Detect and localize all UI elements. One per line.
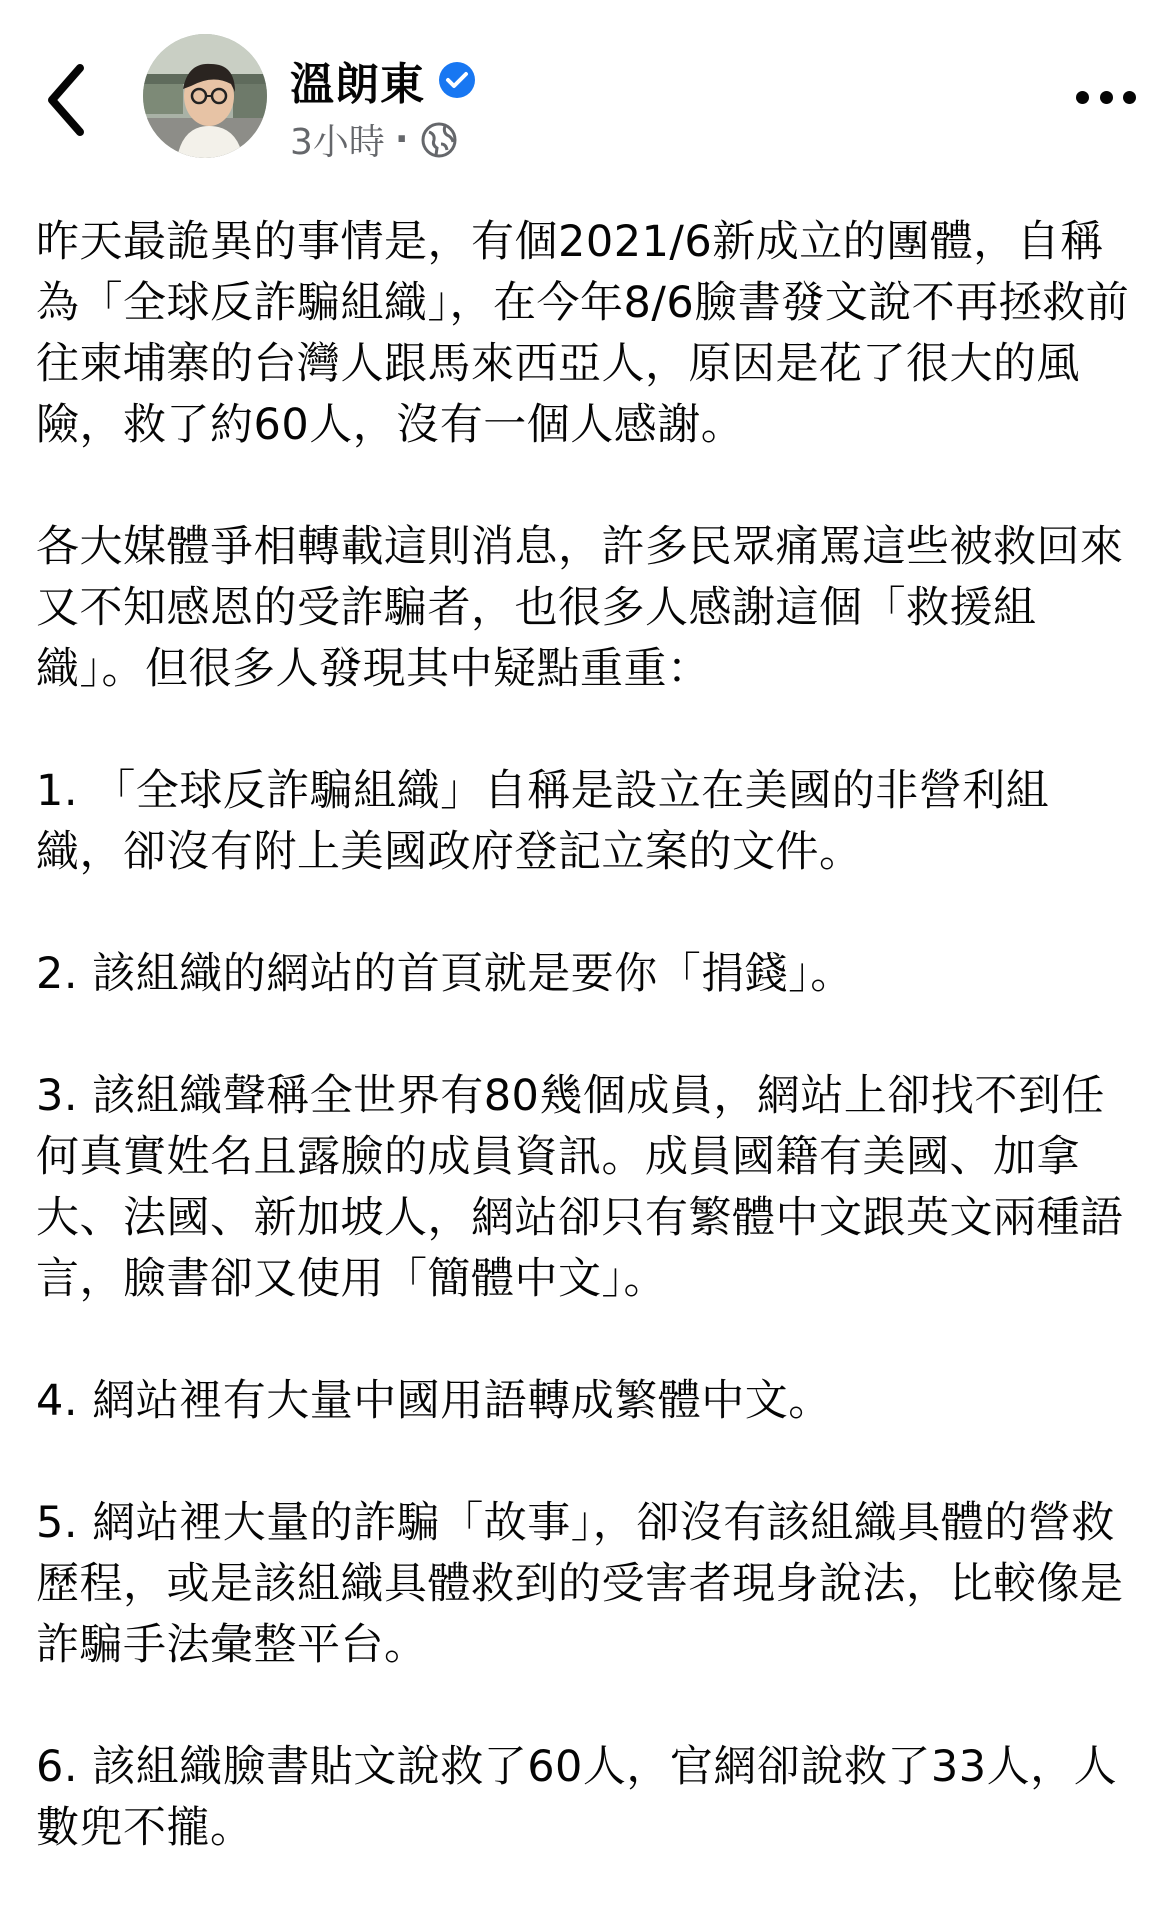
post-paragraph: 2. 該組織的網站的首頁就是要你「捐錢」。 <box>36 949 854 999</box>
post-meta <box>290 114 459 165</box>
post-paragraph: 昨天最詭異的事情是，有個2021/6新成立的團體，自稱為「全球反詐騙組織」，在今年8/6臉書發文說不再拯救前往柬埔寨的台灣人跟馬來西亞人，原因是花了很大的風險，救了約60人，沒有一個人感謝。 <box>36 217 1130 450</box>
more-horizontal-icon-dot <box>1123 91 1136 104</box>
verified-badge-icon <box>437 60 477 100</box>
post-paragraph: 1. 「全球反詐騙組織」自稱是設立在美國的非營利組織，卻沒有附上美國政府登記立案的文件。 <box>36 766 1050 877</box>
back-button[interactable] <box>40 60 100 140</box>
post-body <box>36 212 1136 1920</box>
post-paragraph: 6. 該組織臉書貼文說救了60人，官網卻說救了33人，人數兜不攏。 <box>36 1742 1118 1853</box>
more-horizontal-icon-dot <box>1100 91 1113 104</box>
author-name[interactable]: 溫朗東 <box>290 59 425 110</box>
more-options-button[interactable] <box>1076 82 1136 112</box>
post-paragraph: 4. 網站裡有大量中國用語轉成繁體中文。 <box>36 1376 832 1426</box>
globe-icon <box>419 120 459 160</box>
avatar[interactable] <box>143 34 267 158</box>
post-paragraph: 各大媒體爭相轉載這則消息，許多民眾痛罵這些被救回來又不知感恩的受詐騙者，也很多人感謝這個「救援組織」。但很多人發現其中疑點重重： <box>36 522 1124 694</box>
post-paragraph: 3. 該組織聲稱全世界有80幾個成員，網站上卻找不到任何真實姓名且露臉的成員資訊。成員國籍有美國、加拿大、法國、新加坡人，網站卻只有繁體中文跟英文兩種語言，臉書卻又使用「簡體中文」。 <box>36 1071 1124 1304</box>
author-row <box>290 48 477 112</box>
avatar-image <box>143 34 267 158</box>
more-horizontal-icon-dot <box>1076 91 1089 104</box>
meta-separator: · <box>394 119 409 160</box>
post-time[interactable]: 3小時 <box>290 122 385 163</box>
post-paragraph: 5. 網站裡大量的詐騙「故事」，卻沒有該組織具體的營救歷程，或是該組織具體救到的受害者現身說法，比較像是詐騙手法彙整平台。 <box>36 1498 1124 1670</box>
post-header <box>0 0 1170 190</box>
chevron-left-icon <box>40 60 100 140</box>
